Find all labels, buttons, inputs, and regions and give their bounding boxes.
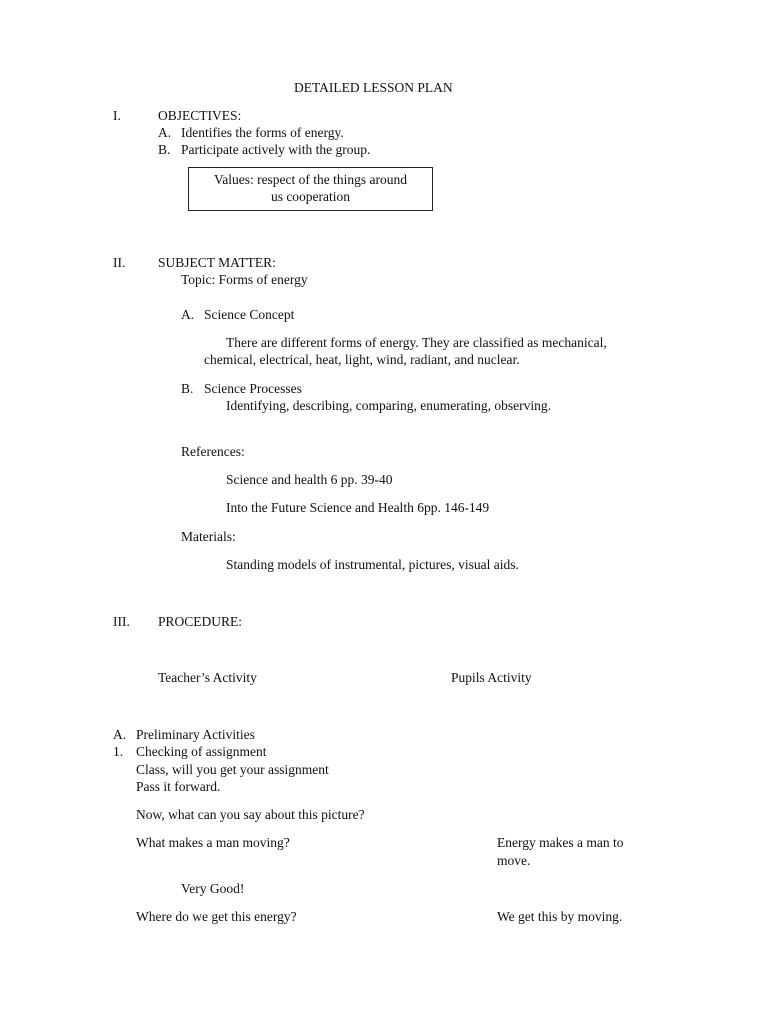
section-heading-procedure: PROCEDURE: (158, 614, 243, 629)
values-line-1: Values: respect of the things around (213, 172, 408, 187)
science-processes-label: Science Processes (204, 381, 302, 396)
references-label: References: (181, 444, 245, 459)
objective-text-a: Identifies the forms of energy. (181, 125, 344, 140)
checking-line-1: Class, will you get your assignment (136, 762, 329, 777)
section-heading-subject: SUBJECT MATTER: (158, 255, 276, 270)
preliminary-label: Preliminary Activities (136, 727, 255, 742)
checking-label: Checking of assignment (136, 744, 267, 759)
objective-text-b: Participate actively with the group. (181, 142, 371, 157)
materials-label: Materials: (181, 529, 236, 544)
section-numeral-procedure: III. (113, 614, 130, 629)
section-numeral-subject: II. (113, 255, 126, 270)
science-concept-text-1: There are different forms of energy. They are classified as mechanical, (226, 335, 607, 350)
science-processes-text: Identifying, describing, comparing, enumerating, observing. (226, 398, 552, 413)
objective-marker-b: B. (158, 142, 171, 157)
checking-line-2: Pass it forward. (136, 779, 221, 794)
checking-marker: 1. (113, 744, 124, 759)
teacher-question-moving: What makes a man moving? (136, 835, 290, 850)
column-header-teacher: Teacher’s Activity (158, 670, 257, 685)
values-box (188, 167, 433, 211)
reference-item-1: Science and health 6 pp. 39-40 (226, 472, 393, 487)
column-header-pupils: Pupils Activity (451, 670, 532, 685)
materials-text: Standing models of instrumental, pictures, visual aids. (226, 557, 519, 572)
science-concept-text-2: chemical, electrical, heat, light, wind, radiant, and nuclear. (204, 352, 520, 367)
section-numeral-objectives: I. (113, 108, 121, 123)
pupil-answer-moving-1: Energy makes a man to (497, 835, 624, 850)
subject-topic: Topic: Forms of energy (181, 272, 308, 287)
pupil-answer-moving-2: move. (497, 853, 531, 868)
teacher-praise: Very Good! (181, 881, 245, 896)
preliminary-marker: A. (113, 727, 127, 742)
section-heading-objectives: OBJECTIVES: (158, 108, 242, 123)
science-concept-label: Science Concept (204, 307, 295, 322)
pupil-answer-energy: We get this by moving. (497, 909, 623, 924)
teacher-question-energy: Where do we get this energy? (136, 909, 297, 924)
values-line-2: us cooperation (270, 189, 351, 204)
reference-item-2: Into the Future Science and Health 6pp. 146-149 (226, 500, 490, 515)
science-processes-marker: B. (181, 381, 194, 396)
objective-marker-a: A. (158, 125, 172, 140)
science-concept-marker: A. (181, 307, 195, 322)
teacher-question-picture: Now, what can you say about this picture? (136, 807, 365, 822)
document-title: DETAILED LESSON PLAN (294, 80, 453, 95)
